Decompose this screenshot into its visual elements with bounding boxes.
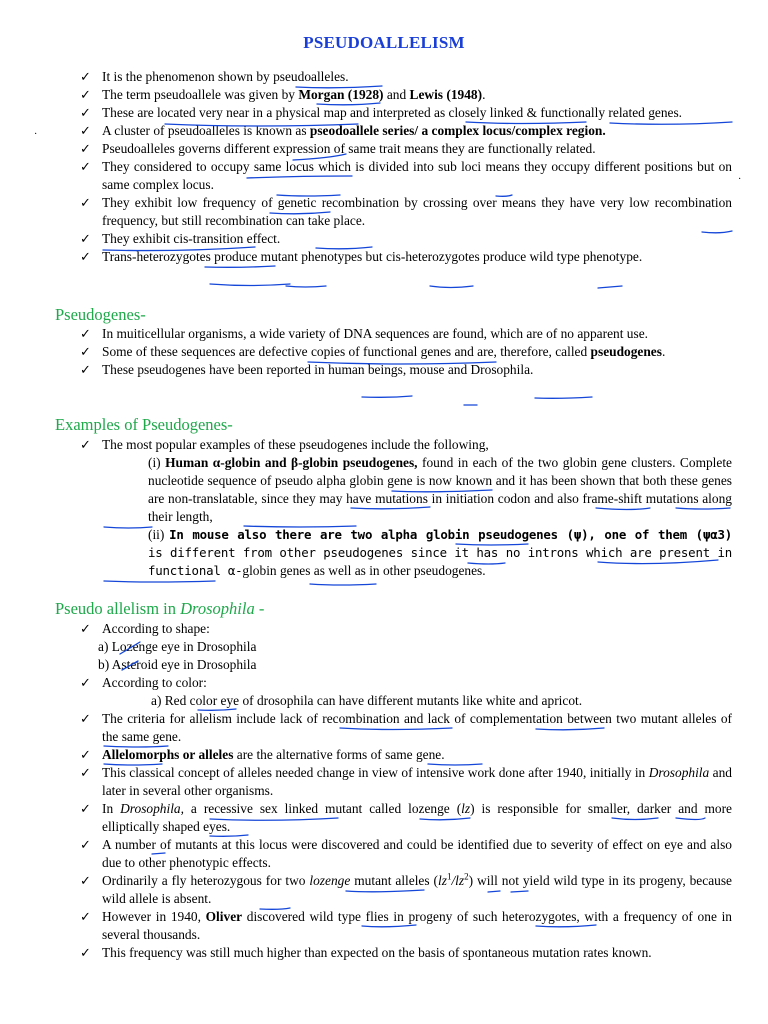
check-icon: ✓: [80, 675, 91, 690]
ink-underline: [535, 397, 592, 398]
ink-underline: [362, 396, 412, 397]
check-icon: ✓: [80, 837, 91, 852]
list-item: ✓ However in 1940, Oliver discovered wild type flies in progeny of such heterozygotes, with a frequency of one in several thousands.: [80, 909, 732, 942]
check-icon: ✓: [80, 801, 91, 816]
check-icon: ✓: [80, 873, 91, 888]
stray-mark: ·: [738, 174, 742, 185]
check-icon: ✓: [80, 159, 91, 174]
example-human-globin: (i) Human α-globin and β-globin pseudogenes, found in each of the two globin gene clusters. Complete nucleotide sequence of pseudo alpha globin gene is now known and it has been shown that both these genes are non-translatable, since they may have mutations in initiation codon and also frame-shift mutations along their length,: [148, 455, 733, 524]
check-icon: ✓: [80, 105, 91, 120]
check-icon: ✓: [80, 711, 91, 726]
examples-list: [80, 436, 732, 454]
list-item: ✓ These pseudogenes have been reported in human beings, mouse and Drosophila.: [80, 362, 534, 377]
sub-item: a) Lozenge eye in Drosophila: [98, 639, 257, 654]
check-icon: ✓: [80, 141, 91, 156]
check-icon: ✓: [80, 945, 91, 960]
check-icon: ✓: [80, 437, 91, 452]
drosophila-list: [80, 620, 732, 962]
list-item: ✓ They exhibit low frequency of genetic recombination by crossing over means they have very low recombination frequency, but still recombination can take place.: [80, 195, 732, 228]
section-heading: Pseudo allelism in Drosophila -: [55, 599, 265, 618]
ink-underline: [286, 286, 326, 287]
check-icon: ✓: [80, 87, 91, 102]
sub-item: a) Red color eye of drosophila can have different mutants like white and apricot.: [151, 693, 583, 708]
list-item: ✓ Trans-heterozygotes produce mutant phenotypes but cis-heterozygotes produce wild type phenotype.: [80, 249, 643, 264]
section-heading: Pseudogenes-: [55, 305, 146, 324]
ink-underline: [598, 286, 622, 288]
list-item: ✓ The most popular examples of these pseudogenes include the following,: [80, 437, 489, 452]
ink-underline: [310, 584, 376, 585]
list-item: ✓ A cluster of pseudoalleles is known as pseodoallele series/ a complex locus/complex region.: [80, 123, 606, 138]
ink-underline: [210, 284, 290, 286]
list-item: ✓ According to color:: [80, 675, 207, 690]
check-icon: ✓: [80, 326, 91, 341]
list-item: ✓ According to shape:: [80, 621, 210, 636]
check-icon: ✓: [80, 909, 91, 924]
check-icon: ✓: [80, 765, 91, 780]
list-item: ✓ This classical concept of alleles needed change in view of intensive work done after 1940, initially in Drosophila and later in several other organisms.: [80, 765, 732, 798]
list-item: ✓ They considered to occupy same locus which is divided into sub loci means they occupy different positions but on same complex locus.: [80, 159, 732, 192]
check-icon: ✓: [80, 249, 91, 264]
list-item: ✓ The term pseudoallele was given by Morgan (1928) and Lewis (1948).: [80, 87, 486, 102]
example-mouse-globin: (ii) In mouse also there are two alpha globin pseudogenes (ψ), one of them (ψα3) is different from other pseudogenes since it has no introns which are present in functional α-globin genes as well as in other pseudogenes.: [148, 527, 732, 578]
check-icon: ✓: [80, 69, 91, 84]
check-icon: ✓: [80, 231, 91, 246]
ink-underline: [430, 286, 473, 288]
list-item: ✓ This frequency was still much higher than expected on the basis of spontaneous mutation rates known.: [80, 945, 652, 960]
pseudoallelism-list: [80, 68, 732, 266]
list-item: ✓ A number of mutants at this locus were discovered and could be identified due to severity of effect on eye and also due to other phenotypic effects.: [80, 837, 732, 870]
check-icon: ✓: [80, 362, 91, 377]
sub-item: b) Asteroid eye in Drosophila: [98, 657, 257, 672]
check-icon: ✓: [80, 621, 91, 636]
list-item: ✓ It is the phenomenon shown by pseudoalleles.: [80, 69, 349, 84]
page-title: PSEUDOALLELISM: [303, 33, 465, 52]
list-item: ✓ They exhibit cis-transition effect.: [80, 231, 281, 246]
check-icon: ✓: [80, 747, 91, 762]
pseudogenes-list: [80, 325, 732, 379]
list-item: ✓ The criteria for allelism include lack of recombination and lack of complementation between two mutant alleles of the same gene.: [80, 711, 732, 744]
list-item: ✓ Ordinarily a fly heterozygous for two lozenge mutant alleles $(lz^1/lz^2)$ will not yield wild type in its progeny, because wild allele is absent.: [80, 871, 732, 906]
ink-underline: [104, 581, 215, 582]
check-icon: ✓: [80, 344, 91, 359]
stray-mark: ·: [34, 129, 38, 140]
list-item: ✓ In muiticellular organisms, a wide variety of DNA sequences are found, which are of no apparent use.: [80, 326, 648, 341]
list-item: ✓ Allelomorphs or alleles are the alternative forms of same gene.: [80, 747, 445, 762]
check-icon: ✓: [80, 123, 91, 138]
check-icon: ✓: [80, 195, 91, 210]
section-heading: Examples of Pseudogenes-: [55, 415, 233, 434]
ink-underline: [205, 266, 275, 267]
list-item: ✓ These are located very near in a physical map and interpreted as closely linked & functionally related genes.: [80, 105, 683, 120]
list-item: ✓ Pseudoalleles governs different expression of same trait means they are functionally related.: [80, 141, 596, 156]
examples-body: [80, 454, 732, 580]
list-item: ✓ Some of these sequences are defective copies of functional genes and are, therefore, called pseudogenes.: [80, 344, 666, 359]
list-item: ✓ In Drosophila, a recessive sex linked mutant called lozenge (lz) is responsible for smaller, darker and more elliptically shaped eyes.: [80, 801, 732, 834]
